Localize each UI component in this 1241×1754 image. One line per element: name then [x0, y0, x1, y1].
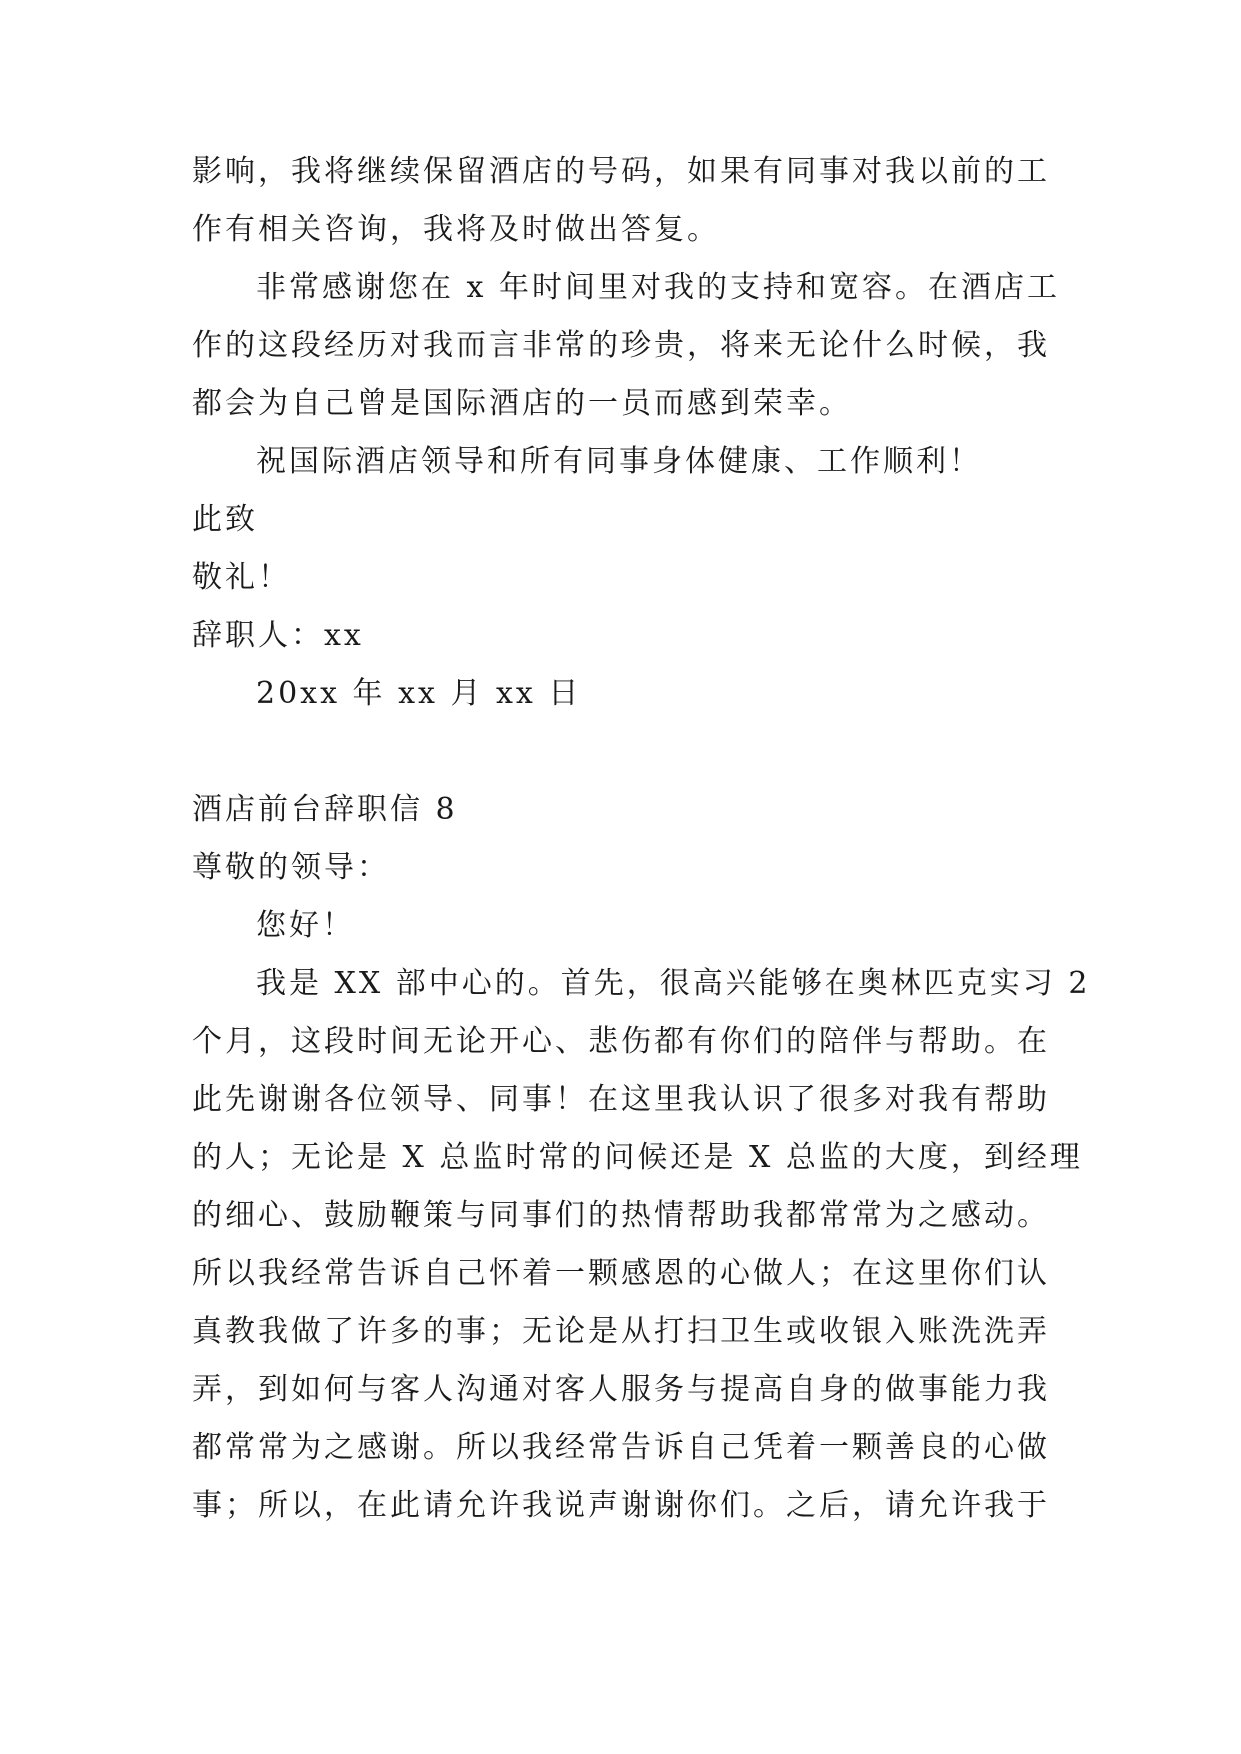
paragraph-line: 影响，我将继续保留酒店的号码，如果有同事对我以前的工 — [192, 154, 1050, 189]
paragraph-line: 个月，这段时间无论开心、悲伤都有你们的陪伴与帮助。在 — [192, 1024, 1050, 1059]
signature-line: 辞职人：xx — [192, 618, 364, 653]
paragraph-line: 的细心、鼓励鞭策与同事们的热情帮助我都常常为之感动。 — [192, 1198, 1050, 1233]
letter-title: 酒店前台辞职信 8 — [192, 792, 458, 827]
closing-line: 敬礼！ — [192, 560, 291, 595]
paragraph-line: 此先谢谢各位领导、同事！在这里我认识了很多对我有帮助 — [192, 1082, 1050, 1117]
paragraph-line: 都常常为之感谢。所以我经常告诉自己凭着一颗善良的心做 — [192, 1430, 1050, 1465]
paragraph-line: 所以我经常告诉自己怀着一颗感恩的心做人；在这里你们认 — [192, 1256, 1050, 1291]
paragraph-line: 作有相关咨询，我将及时做出答复。 — [192, 212, 720, 247]
paragraph-line: 的人；无论是 X 总监时常的问候还是 X 总监的大度，到经理 — [192, 1140, 1083, 1175]
salutation: 尊敬的领导： — [192, 850, 390, 885]
greeting: 您好！ — [256, 908, 355, 943]
paragraph-line: 真教我做了许多的事；无论是从打扫卫生或收银入账洗洗弄 — [192, 1314, 1050, 1349]
closing-line: 此致 — [192, 502, 258, 537]
paragraph-line: 我是 XX 部中心的。首先，很高兴能够在奥林匹克实习 2 — [256, 966, 1091, 1001]
paragraph-line: 事；所以，在此请允许我说声谢谢你们。之后，请允许我于 — [192, 1488, 1050, 1523]
paragraph-line: 作的这段经历对我而言非常的珍贵，将来无论什么时候，我 — [192, 328, 1050, 363]
paragraph-line: 非常感谢您在 x 年时间里对我的支持和宽容。在酒店工 — [256, 270, 1060, 305]
paragraph-line: 祝国际酒店领导和所有同事身体健康、工作顺利！ — [256, 444, 982, 479]
paragraph-line: 都会为自己曾是国际酒店的一员而感到荣幸。 — [192, 386, 852, 421]
date-line: 20xx 年 xx 月 xx 日 — [256, 676, 582, 711]
paragraph-line: 弄，到如何与客人沟通对客人服务与提高自身的做事能力我 — [192, 1372, 1050, 1407]
